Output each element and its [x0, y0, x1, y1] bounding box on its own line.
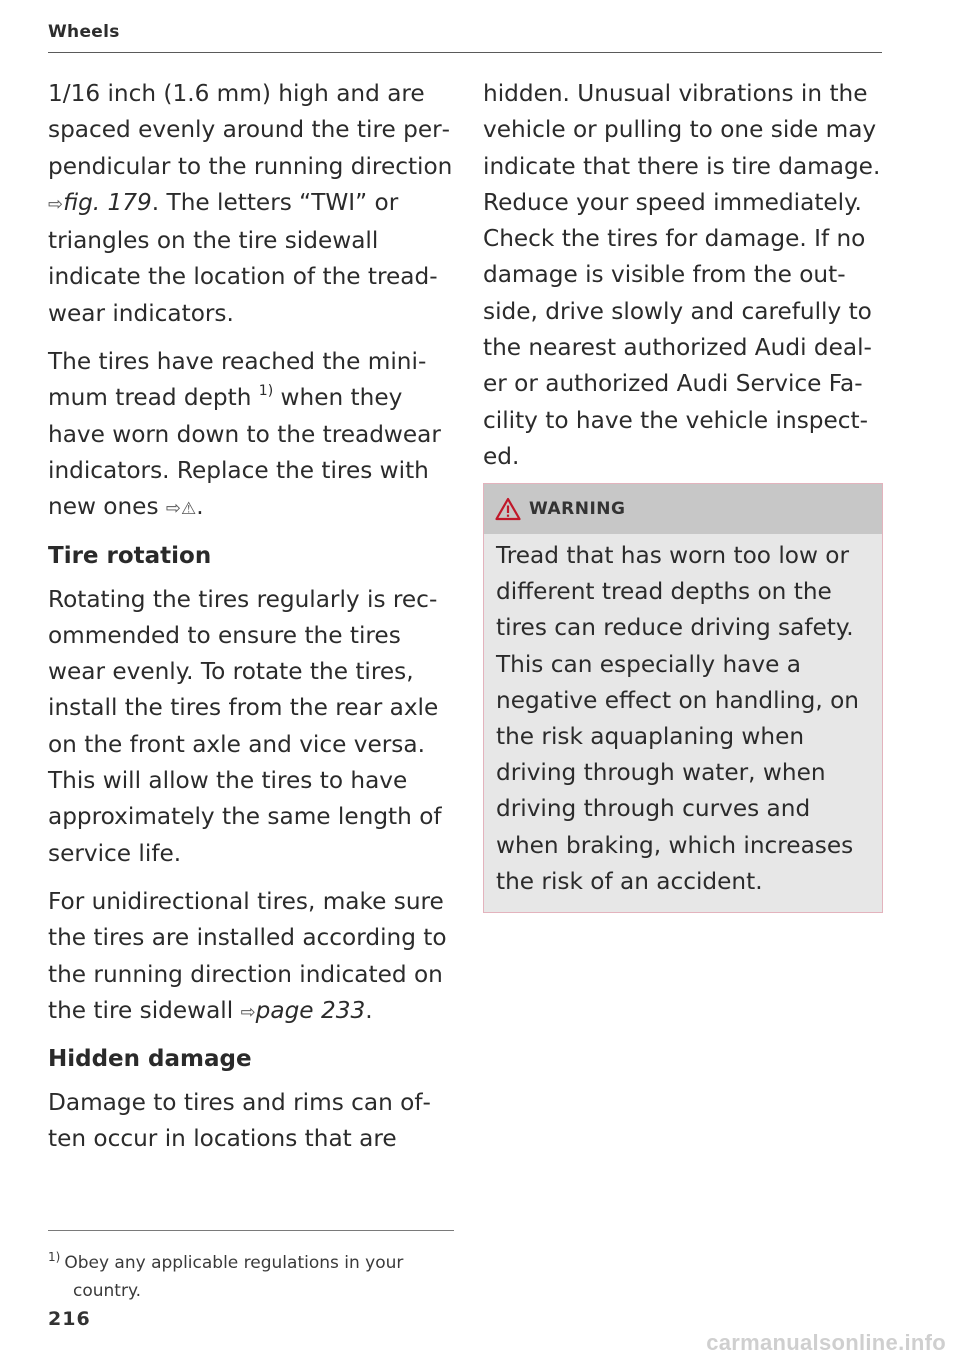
warning-triangle-icon: [495, 497, 521, 521]
paragraph-unidirectional-tires: [48, 884, 453, 1031]
header-divider: [48, 52, 882, 53]
heading-hidden-damage: Hidden damage: [48, 1046, 252, 1073]
paragraph-text: For unidirectional tires, make sure the tires are installed according to the running direction indicated on the tire sidewall: [48, 887, 447, 1024]
footnote-line-1: Obey any applicable regulations in your: [64, 1253, 404, 1273]
right-column: [483, 76, 883, 487]
paragraph-text: when they have worn down to the treadwear indicators. Replace the tires with new ones: [48, 384, 441, 521]
reference-arrow-icon: ⇨: [48, 193, 64, 215]
paragraph-minimum-tread: [48, 344, 453, 527]
paragraph-text: The tires have reached the minimum tread depth: [48, 348, 427, 412]
warning-header: [484, 484, 882, 534]
reference-arrow-icon: ⇨: [165, 498, 181, 520]
paragraph-treadwear-indicators: [48, 76, 453, 332]
paragraph-text: .: [196, 493, 204, 521]
footnote-mark: 1): [48, 1250, 61, 1264]
figure-reference-link[interactable]: fig. 179: [63, 188, 152, 216]
paragraph-hidden-damage-continued: hidden. Unusual vibrations in the vehicle or pulling to one side may indicate that there is tire damage. Reduce your speed immediately. Check the tires for damage. If no damage is visible from the outside, drive slowly and carefully to the nearest authorized Audi dealer or authorized Audi Service Facility to have the vehicle inspected.: [483, 80, 881, 470]
paragraph-text: .: [365, 996, 373, 1024]
paragraph-hidden-damage: Damage to tires and rims can often occur in locations that are: [48, 1089, 431, 1153]
page-reference-link[interactable]: page 233: [255, 996, 366, 1024]
warning-body: [484, 534, 882, 912]
left-column: [48, 76, 453, 1170]
footnote-line-2: country.: [73, 1281, 141, 1301]
paragraph-text: 1/16 inch (1.6 mm) high and are spaced evenly around the tire perpendicular to the running direction: [48, 80, 453, 180]
watermark: carmanualsonline.info: [706, 1330, 946, 1355]
page-number: 216: [48, 1308, 91, 1330]
warning-box: [483, 483, 883, 913]
section-header: Wheels: [48, 22, 120, 42]
footnote: [48, 1243, 458, 1305]
warning-text: Tread that has worn too low or different tread depths on the tires can reduce driving safety. This can especially have a negative effect on handling, on the risk aquaplaning when driving through water, when driving through curves and when braking, which increases the risk of an accident.: [496, 542, 859, 895]
footnote-marker: 1): [258, 383, 274, 400]
warning-reference-icon[interactable]: ⚠: [181, 499, 197, 520]
paragraph-text: . The letters “TWI” or triangles on the tire sidewall indicate the location of the treadwear indicators.: [48, 188, 438, 327]
footnote-divider: [48, 1230, 454, 1231]
reference-arrow-icon: ⇨: [240, 1001, 256, 1023]
paragraph-tire-rotation: Rotating the tires regularly is recommended to ensure the tires wear evenly. To rotate the tires, install the tires from the rear axle on the front axle and vice versa. This will allow the tires to have approximately the same length of service life.: [48, 585, 442, 867]
heading-tire-rotation: Tire rotation: [48, 542, 212, 569]
warning-title: WARNING: [529, 499, 626, 519]
